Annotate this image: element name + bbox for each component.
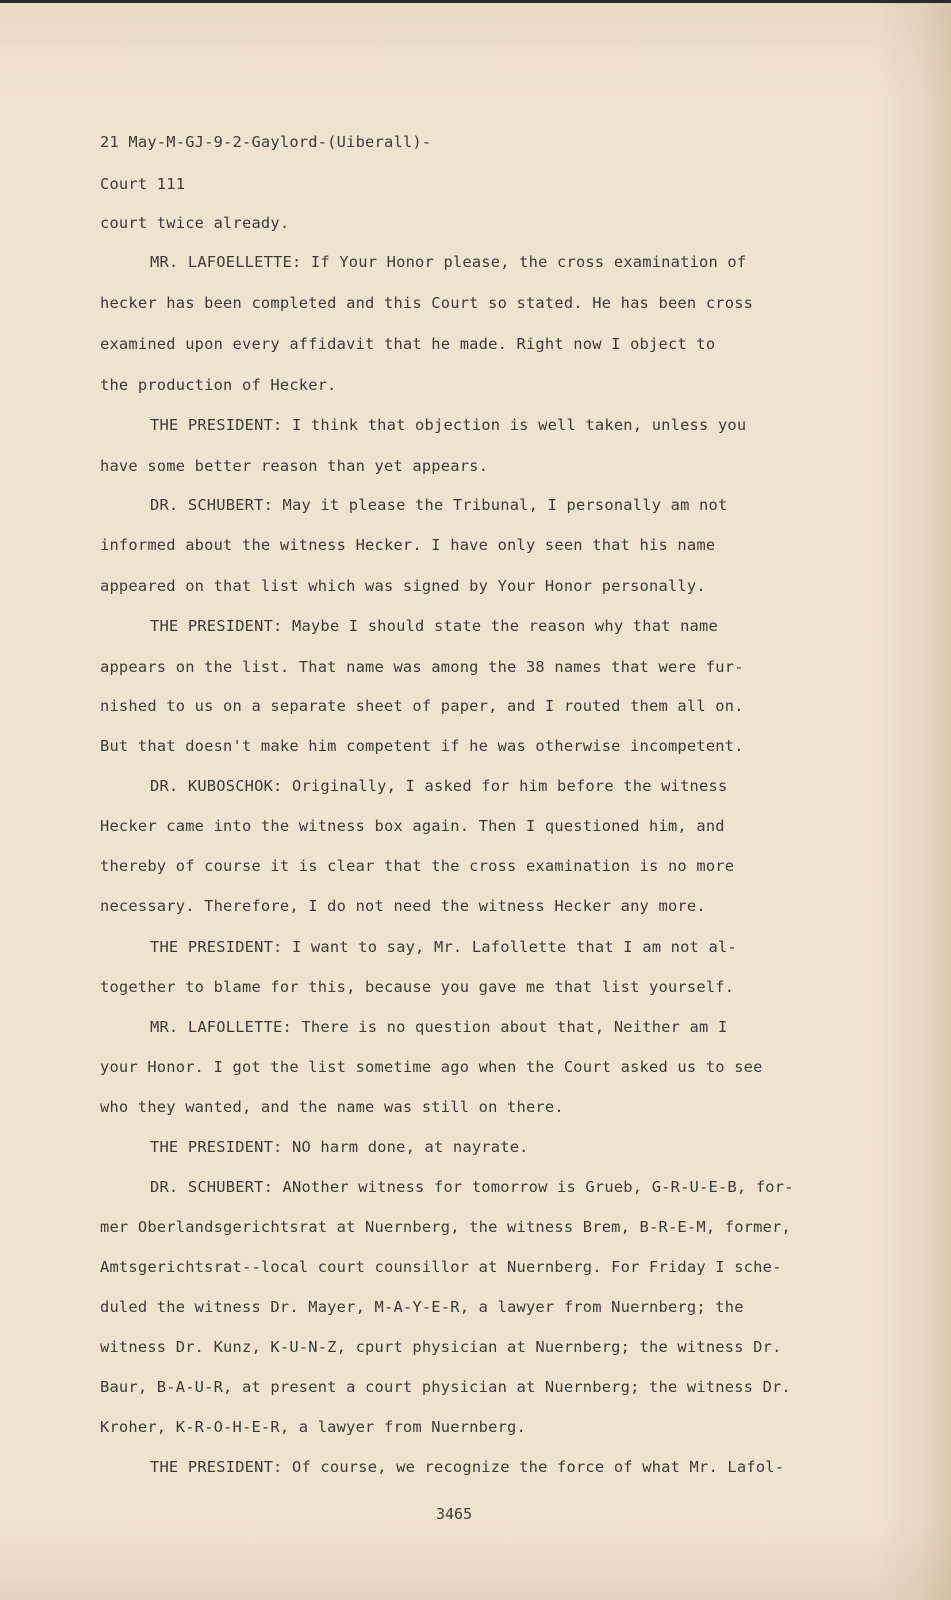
transcript-line: who they wanted, and the name was still on there.: [100, 1098, 564, 1116]
transcript-line: hecker has been completed and this Court so stated. He has been cross: [100, 294, 754, 312]
transcript-line: the production of Hecker.: [100, 376, 337, 394]
transcript-line: DR. SCHUBERT: May it please the Tribunal, I personally am not: [150, 496, 728, 514]
transcript-line: MR. LAFOLLETTE: There is no question about that, Neither am I: [150, 1018, 728, 1036]
transcript-line: informed about the witness Hecker. I have only seen that his name: [100, 536, 716, 554]
transcript-line: necessary. Therefore, I do not need the witness Hecker any more.: [100, 897, 706, 915]
header-line-court: Court 111: [100, 175, 186, 193]
transcript-line: appears on the list. That name was among the 38 names that were fur-: [100, 658, 744, 676]
transcript-line: Amtsgerichtsrat--local court counsillor at Nuernberg. For Friday I sche-: [100, 1258, 782, 1276]
transcript-line: Baur, B-A-U-R, at present a court physician at Nuernberg; the witness Dr.: [100, 1378, 792, 1396]
transcript-line: nished to us on a separate sheet of paper, and I routed them all on.: [100, 697, 744, 715]
transcript-line: THE PRESIDENT: I want to say, Mr. Lafollette that I am not al-: [150, 938, 737, 956]
transcript-line: Kroher, K-R-O-H-E-R, a lawyer from Nuernberg.: [100, 1418, 526, 1436]
transcript-line: duled the witness Dr. Mayer, M-A-Y-E-R, a lawyer from Nuernberg; the: [100, 1298, 744, 1316]
transcript-line: THE PRESIDENT: Of course, we recognize the force of what Mr. Lafol-: [150, 1458, 785, 1476]
transcript-line: court twice already.: [100, 214, 290, 232]
transcript-line: thereby of course it is clear that the cross examination is no more: [100, 857, 735, 875]
transcript-line: witness Dr. Kunz, K-U-N-Z, cpurt physician at Nuernberg; the witness Dr.: [100, 1338, 782, 1356]
transcript-line: have some better reason than yet appears.: [100, 457, 489, 475]
transcript-line: But that doesn't make him competent if he was otherwise incompetent.: [100, 737, 744, 755]
transcript-line: your Honor. I got the list sometime ago when the Court asked us to see: [100, 1058, 763, 1076]
transcript-line: examined upon every affidavit that he made. Right now I object to: [100, 335, 716, 353]
page-number: 3465: [436, 1505, 473, 1523]
transcript-line: THE PRESIDENT: Maybe I should state the reason why that name: [150, 617, 718, 635]
transcript-line: DR. SCHUBERT: ANother witness for tomorrow is Grueb, G-R-U-E-B, for-: [150, 1178, 794, 1196]
transcript-line: THE PRESIDENT: NO harm done, at nayrate.: [150, 1138, 529, 1156]
transcript-line: THE PRESIDENT: I think that objection is well taken, unless you: [150, 416, 747, 434]
header-line-session: 21 May-M-GJ-9-2-Gaylord-(Uiberall)-: [100, 133, 432, 151]
transcript-line: together to blame for this, because you gave me that list yourself.: [100, 978, 735, 996]
transcript-line: DR. KUBOSCHOK: Originally, I asked for him before the witness: [150, 777, 728, 795]
transcript-line: appeared on that list which was signed by Your Honor personally.: [100, 577, 706, 595]
transcript-line: MR. LAFOELLETTE: If Your Honor please, the cross examination of: [150, 253, 747, 271]
transcript-line: Hecker came into the witness box again. Then I questioned him, and: [100, 817, 725, 835]
transcript-line: mer Oberlandsgerichtsrat at Nuernberg, the witness Brem, B-R-E-M, former,: [100, 1218, 792, 1236]
